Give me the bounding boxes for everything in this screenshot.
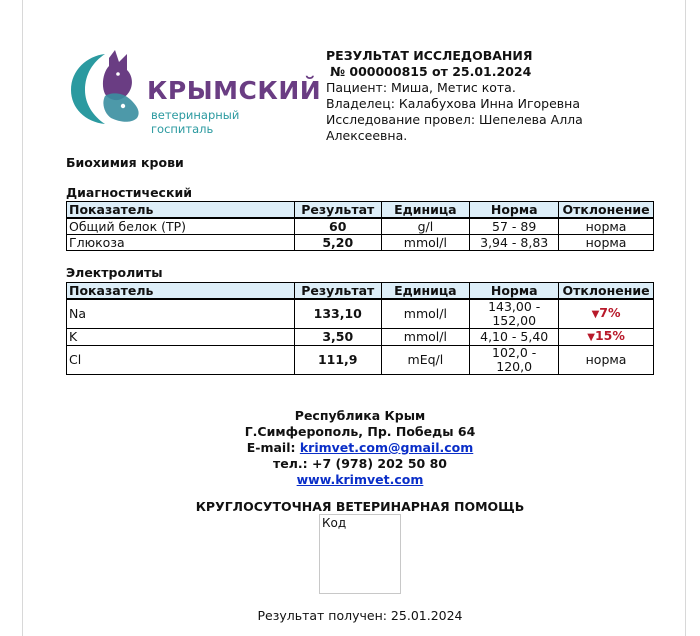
table-header-row [67,283,654,300]
cell-unit: mmol/l [381,235,470,251]
cell-name: Глюкоза [67,235,295,251]
col-header-result: Результат [295,283,382,300]
allday-banner: КРУГЛОСУТОЧНАЯ ВЕТЕРИНАРНАЯ ПОМОЩЬ [195,499,525,514]
address-line: Г.Симферополь, Пр. Победы 64 [244,424,476,439]
table-row [67,235,654,251]
cell-unit: g/l [381,218,470,235]
deviation-value: 15% [594,328,625,343]
col-header-norm: Норма [470,202,559,219]
phone-line: тел.: +7 (978) 202 50 80 [273,456,447,471]
logo-subtitle: ветеринарный госпиталь [151,108,240,136]
results-table-diagnostic [66,201,654,251]
report-number: № 000000815 от 25.01.2024 [330,64,532,79]
cell-unit: mmol/l [381,329,470,346]
cell-norm: 143,00 - 152,00 [470,299,559,329]
down-triangle-icon: ▼ [591,309,600,320]
cell-deviation [559,299,654,329]
cell-result: 60 [295,218,382,235]
code-box [319,514,401,594]
table-header-row [67,202,654,219]
section-title: Биохимия крови [66,155,184,170]
cell-deviation [559,329,654,346]
cell-deviation: норма [559,218,654,235]
table-row [67,346,654,375]
results-table-electrolytes [66,282,654,375]
cell-result: 3,50 [295,329,382,346]
examiner-line: Исследование провел: Шепелева Алла Алексеевна. [326,112,583,143]
col-header-result: Результат [295,202,382,219]
col-header-deviation: Отклонение [559,202,654,219]
cell-result: 133,10 [295,299,382,329]
col-header-norm: Норма [470,283,559,300]
cell-norm: 57 - 89 [470,218,559,235]
table-row [67,329,654,346]
deviation-value: 7% [599,305,621,320]
received-date: Результат получен: 25.01.2024 [257,608,463,623]
col-header-unit: Единица [381,283,470,300]
cell-norm: 3,94 - 8,83 [470,235,559,251]
report-title: РЕЗУЛЬТАТ ИССЛЕДОВАНИЯ [326,48,533,63]
cell-deviation: норма [559,235,654,251]
cell-name: Общий белок (TP) [67,218,295,235]
cell-name: K [67,329,295,346]
code-label: Код [322,516,347,530]
table-row [67,218,654,235]
cell-name: Cl [67,346,295,375]
email-label: E-mail: [246,440,296,455]
cell-result: 111,9 [295,346,382,375]
website-line [160,472,560,488]
cell-name: Na [67,299,295,329]
logo-title: КРЫМСКИЙ [147,76,322,105]
down-triangle-icon: ▼ [587,332,595,343]
owner-line: Владелец: Калабухова Инна Игоревна [326,96,580,111]
col-header-name: Показатель [67,283,295,300]
col-header-deviation: Отклонение [559,283,654,300]
cell-unit: mEq/l [381,346,470,375]
clinic-logo [65,48,322,136]
cell-deviation: норма [559,346,654,375]
clinic-contacts [160,408,560,488]
website-link[interactable]: www.krimvet.com [296,472,424,487]
patient-line: Пациент: Миша, Метис кота. [326,80,516,95]
table-row [67,299,654,329]
cell-result: 5,20 [295,235,382,251]
report-header [326,48,666,144]
cat-dog-logo-icon [65,48,155,128]
group-title-electrolytes: Электролиты [66,265,163,280]
col-header-unit: Единица [381,202,470,219]
email-link[interactable]: krimvet.com@gmail.com [299,440,474,455]
cell-norm: 4,10 - 5,40 [470,329,559,346]
group-title-diagnostic: Диагностический [66,185,192,200]
cell-norm: 102,0 - 120,0 [470,346,559,375]
cell-unit: mmol/l [381,299,470,329]
email-line [160,440,560,456]
col-header-name: Показатель [67,202,295,219]
region-line: Республика Крым [294,408,426,423]
